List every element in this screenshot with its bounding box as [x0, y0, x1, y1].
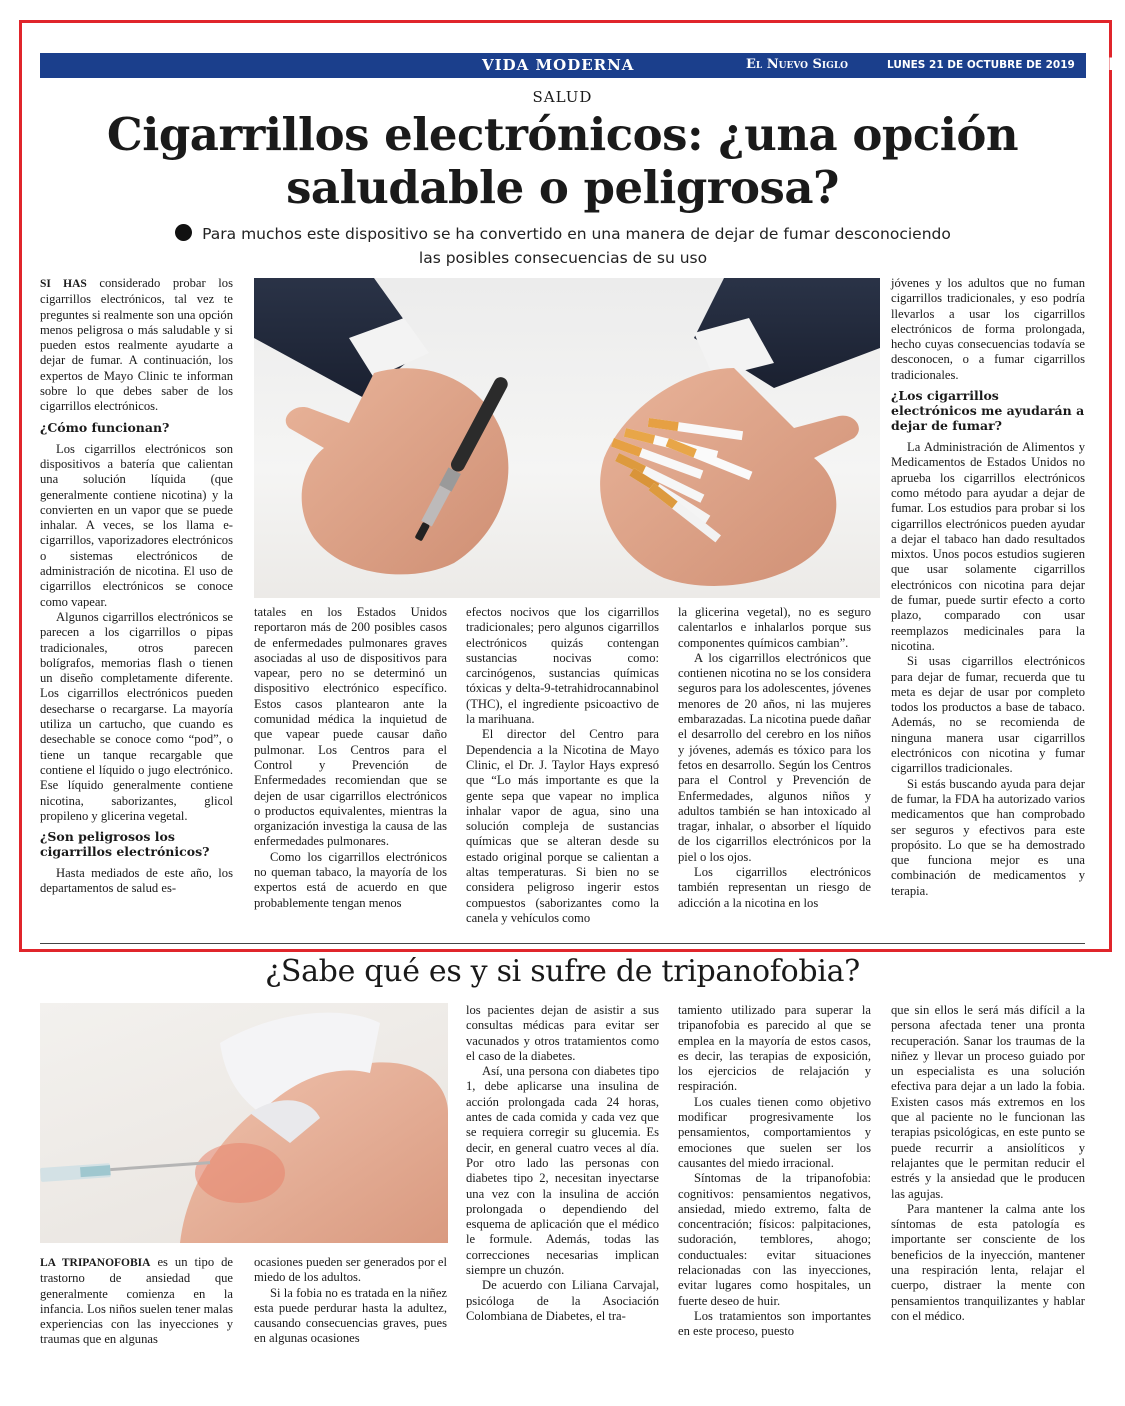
article2-headline: ¿Sabe qué es y si sufre de tripanofobia? — [265, 954, 860, 989]
paragraph: Los cuales tienen como objetivo modificar progresivamente los pensamientos, comportamientos y emociones que suelen ser los causantes del miedo irracional. — [678, 1094, 871, 1170]
article1-column-3 — [466, 605, 659, 926]
paragraph: es un tipo de trastorno de ansiedad que generalmente comienza en la infancia. Los niños suelen tener malas experiencias con las inyecciones y traumas que en algunas — [40, 1255, 233, 1347]
paragraph: La Administración de Alimentos y Medicamentos de Estados Unidos no aprueba los cigarrillos electrónicos como método para ayudar a dejar de fumar. Los estudios para probar si los cigarrillos electrónicos pueden ayudar a dejar el tabaco han dado resultados mixtos. Unos pocos estudios sugieren que usar solamente cigarrillos electrónicos con nicotina para dejar de fumar, puede surtir efecto a corto plazo, comparado con usar reemplazos medicinales para la nicotina. — [891, 440, 1085, 653]
paragraph: jóvenes y los adultos que no fuman cigarrillos tradicionales, y eso podría llevarlos a usar los cigarrillos electrónicos de forma prolongada, hecho cuyas consecuencias todavía se desconocen, o a fumar cigarrillos tradicionales. — [891, 276, 1085, 382]
article1-column-1 — [40, 276, 233, 897]
paragraph: Así, una persona con diabetes tipo 1, debe aplicarse una insulina de acción prolongada cada 24 horas, antes de cada comida y cada vez que se requiera corregir su glucemia. Es decir, en general cuatro veces al día. Por otro lado las personas con diabetes tipo 2, necesitan inyectarse una vez con la insulina de acción prolongada o dependiendo del esquema de aplicación que el médico le formule. Además, todas las correcciones necesarias implican siempre un chuzón. — [466, 1064, 659, 1278]
paragraph: Los cigarrillos electrónicos son dispositivos a batería que calientan una solución líquida (que generalmente contiene nicotina) y la convierten en un vapor que se puede inhalar. A veces, se los llama e-cigarrillos, vaporizadores electrónicos o sistemas electrónicos de administración de nicotina. El uso de cigarrillos electrónicos se conoce como vapear. — [40, 441, 233, 609]
paragraph: Algunos cigarrillos electrónicos se parecen a los cigarrillos o pipas tradicionales, otros parecen bolígrafos, memorias flash o tienen un diseño completamente diferente. Los cigarrillos electrónicos pueden desecharse o recargarse. La mayoría utiliza un cartucho, que cuando es desechable se conoce como “pod”, o tiene un tanque recargable que contiene el líquido o jugo electrónico. Ese líquido generalmente contiene nicotina, saborizantes, glicol propileno y glicerina vegetal. — [40, 609, 233, 823]
paragraph: efectos nocivos que los cigarrillos tradicionales; pero algunos cigarrillos electrónicos quizás contengan sustancias nocivas como: carcinógenos, sustancias químicas tóxicas y delta-9-tetrahidrocannabinol (THC), el ingrediente psicoactivo de la marihuana. — [466, 605, 659, 727]
bullet-icon — [175, 224, 192, 241]
hands-ecigarette-photo — [254, 278, 880, 598]
injection-illustration — [40, 1003, 448, 1243]
paragraph: Para mantener la calma ante los síntomas de esta patología es importante ser consciente de los beneficios de la inyección, mantener una respiración lenta, relajar el cuerpo, distraer la mente con pensamientos tranquilizantes y hablar con el médico. — [891, 1201, 1085, 1323]
paragraph: Si la fobia no es tratada en la niñez esta puede perdurar hasta la adultez, causando consecuencias graves, pues en algunas ocasiones — [254, 1285, 447, 1346]
paragraph: Hasta mediados de este año, los departamentos de salud es- — [40, 866, 233, 896]
article1-column-2 — [254, 605, 447, 911]
paragraph: tamiento utilizado para superar la tripanofobia es parecido al que se emplea en la mayoría de estos casos, es decir, las terapias de exposición, los ejercicios de relajación y respiración. — [678, 1003, 871, 1094]
paragraph: Los tratamientos son importantes en este proceso, puesto — [678, 1308, 871, 1339]
hands-ecigarette-illustration — [254, 278, 880, 598]
headline-line-1: Cigarrillos electrónicos: ¿una opción — [106, 108, 1019, 161]
article1-column-5 — [891, 276, 1085, 899]
paragraph: Si estás buscando ayuda para dejar de fumar, la FDA ha autorizado varios medicamentos que han comprobado ser seguros y efectivos para este propósito. Lo que se ha demostrado que funciona mejor es una combinación de medicamentos y terapia. — [891, 776, 1085, 898]
section-name: VIDA MODERNA — [482, 56, 635, 74]
deck-line-2: las posibles consecuencias de su uso — [418, 249, 708, 267]
section-divider — [40, 943, 1085, 944]
paragraph: Si usas cigarrillos electrónicos para dejar de fumar, recuerda que tu meta es dejar de usar por completo todos los productos a base de tabaco. Además, no se recomienda de ninguna manera usar cigarrillos electrónicos con nicotina y fumar cigarrillos tradicionales. — [891, 654, 1085, 776]
paragraph: los pacientes dejan de asistir a sus consultas médicas para evitar ser vacunados y otros tratamientos como el caso de la diabetes. — [466, 1003, 659, 1063]
paragraph: De acuerdo con Liliana Carvajal, psicóloga de la Asociación Colombiana de Diabetes, el tra- — [466, 1278, 659, 1323]
paragraph: Síntomas de la tripanofobia: cognitivos: pensamientos negativos, ansiedad, miedo extremo, falta de concentración; físicos: palpitaciones, sudoración, temblores, ahogo; conductuales: evitar situaciones relacionadas con las inyecciones, evitar lugares como hospitales, un fuerte deseo de huir. — [678, 1171, 871, 1308]
paragraph: El director del Centro para Dependencia a la Nicotina de Mayo Clinic, el Dr. J. Taylor Hays expresó que “Lo más importante es que la gente sepa que vapear no implica inhalar vapor de agua, sino una solución compleja de sustancias químicas que se alteran desde su estado original porque se calientan a altas temperaturas. Si bien no se considera peligroso ingerir estos compuestos (saborizantes como la canela y vehículos como — [466, 727, 659, 925]
subheading: ¿Cómo funcionan? — [40, 419, 170, 435]
article-kicker: SALUD — [532, 88, 593, 106]
article2-column-2 — [254, 1255, 447, 1347]
issue-date: LUNES 21 DE OCTUBRE DE 2019 — [887, 59, 1075, 71]
paragraph: A los cigarrillos electrónicos que contienen nicotina no se los considera seguros para los adolescentes, jóvenes menores de 20 años, ni las mujeres embarazadas. La nicotina puede dañar el desarrollo del cerebro en los niños y jóvenes, además es tóxico para los fetos en desarrollo. Según los Centros para el Control y Prevención de Enfermedades, algunos niños y adultos también se han intoxicado al tragar, inhalar, o absorber el líquido de los cigarrillos electrónicos por la piel o los ojos. — [678, 650, 871, 864]
paragraph: Los cigarrillos electrónicos también representan un riesgo de adicción a la nicotina en los — [678, 865, 871, 910]
article2-column-3 — [466, 1003, 659, 1324]
article1-column-4 — [678, 605, 871, 911]
section-header-bar — [40, 53, 1121, 78]
newspaper-name: El Nuevo Siglo — [746, 57, 848, 72]
paragraph: la glicerina vegetal), no es seguro calentarlos e inhalarlos porque sus componentes químicos cambian”. — [678, 605, 871, 650]
deck-line-1: Para muchos este dispositivo se ha convertido en una manera de dejar de fumar desconociendo — [202, 225, 951, 243]
paragraph: tatales en los Estados Unidos reportaron más de 200 posibles casos de enfermedades pulmonares graves asociadas al uso de dispositivos para vapear, pero no se determinó un dispositivo electrónico específico. Estos casos plantearon ante la comunidad médica la inquietud de que vapear puede causar daño pulmonar. Los Centros para el Control y Prevención de Enfermedades recomiendan que se dejen de usar cigarrillos electrónicos o productos equivalentes, mientras la organización investiga la causa de las enfermedades pulmonares. — [254, 605, 447, 849]
paragraph: que sin ellos le será más difícil a la persona afectada tener una pronta recuperación. Sanar los traumas de la niñez y llevar un proceso guiado por un especialista es una solución efectiva para dejar a un lado la fobia. Existen casos más extremos en los que al paciente no le funcionan las terapias psicológicas, en este punto se puede recurrir a ansiolíticos y relajantes que le permitan reducir el estrés y la ansiedad que le producen las agujas. — [891, 1003, 1085, 1201]
article2-column-1 — [40, 1255, 233, 1348]
lead-in: LA TRIPANOFOBIA — [40, 1257, 151, 1269]
lead-in: SI HAS — [40, 278, 87, 290]
page-number: 5B — [1096, 55, 1121, 75]
article2-column-5 — [891, 1003, 1085, 1324]
article-deck — [130, 222, 996, 270]
article-headline — [60, 108, 1065, 214]
paragraph: Como los cigarrillos electrónicos no queman tabaco, la mayoría de los expertos está de acuerdo en que probablemente tengan menos — [254, 849, 447, 910]
subheading: ¿Los cigarrillos electrónicos me ayudarán a dejar de fumar? — [891, 388, 1085, 434]
article2-column-4 — [678, 1003, 871, 1340]
paragraph: considerado probar los cigarrillos electrónicos, tal vez te preguntes si realmente son una opción menos peligrosa o más saludable y si pueden estos realmente ayudarte a dejar de fumar. A continuación, los expertos de Mayo Clinic te informan sobre lo que debes saber de los cigarrillos electrónicos. — [40, 276, 233, 414]
paragraph: ocasiones pueden ser generados por el miedo de los adultos. — [254, 1255, 447, 1285]
headline-line-2: saludable o peligrosa? — [286, 161, 839, 214]
subheading: ¿Son peligrosos los cigarrillos electrónicos? — [40, 829, 210, 860]
injection-photo — [40, 1003, 448, 1243]
